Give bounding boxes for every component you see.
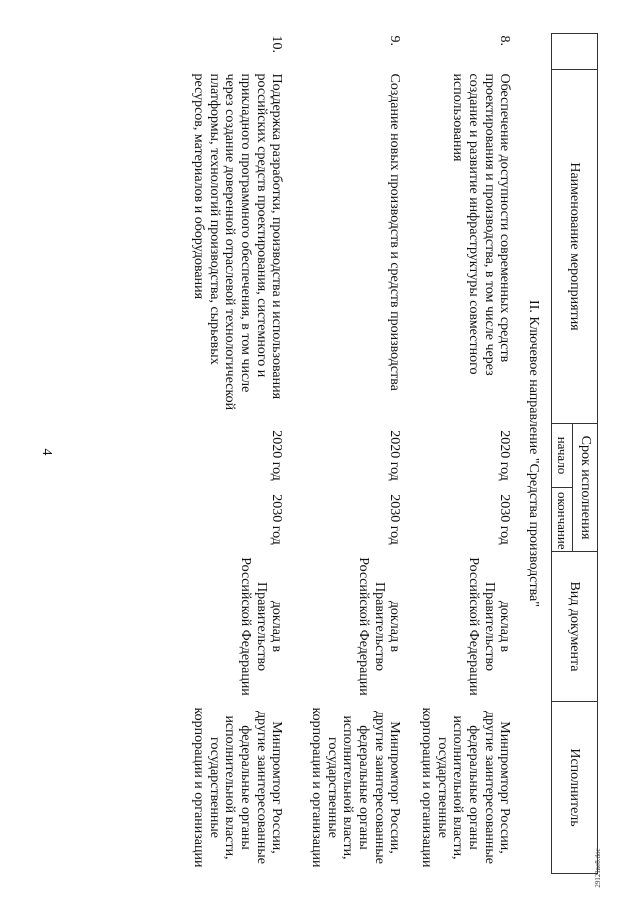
row-number: 10. <box>269 35 285 53</box>
header-executor: Исполнитель <box>552 702 598 874</box>
header-doc-type: Вид документа <box>552 552 598 702</box>
term-start: 2020 год <box>269 430 285 481</box>
header-end: окончание <box>552 488 573 552</box>
term-end: 2030 год <box>269 494 285 545</box>
page-number: 4 <box>39 448 54 456</box>
document-type: доклад в Правительство Российской Федерации <box>237 557 285 696</box>
row-number: 9. <box>387 35 403 46</box>
table-row <box>131 34 287 874</box>
table-row <box>287 34 405 874</box>
table-row <box>405 34 515 874</box>
term-end: 2030 год <box>387 494 403 545</box>
footer-file-code: 29121ве8.doc <box>594 848 602 888</box>
measures-table <box>131 33 598 874</box>
measure-name: Поддержка разработки, производства и использования российских средств проектирования, системного и прикладного программного обеспечения, в том числе через создание доверенной отраслевой технологической платформы, технологий производства, сырьевых ресурсов, материалов и оборудования <box>190 73 285 411</box>
header-number <box>552 34 598 70</box>
header-name: Наименование мероприятия <box>552 70 598 424</box>
header-term: Срок исполнения <box>573 424 598 552</box>
document-type: доклад в Правительство Российской Федерации <box>355 557 403 696</box>
executor: Минпромторг России, другие заинтересованные федеральные органы исполнительной власти, государственные корпорации и организации <box>418 707 513 868</box>
measure-name: Обеспечение доступности современных средств проектирования и производства, в том числе через создание и развитие инфраструктуры совместного использования <box>450 73 513 376</box>
term-start: 2020 год <box>387 430 403 481</box>
term-end: 2030 год <box>497 494 513 545</box>
table-header <box>552 34 598 874</box>
executor: Минпромторг России, другие заинтересованные федеральные органы исполнительной власти, государственные корпорации и организации <box>190 707 285 868</box>
rotated-document <box>68 33 598 873</box>
header-start: начало <box>552 424 573 488</box>
term-start: 2020 год <box>497 430 513 481</box>
row-number: 8. <box>497 35 513 46</box>
executor: Минпромторг России, другие заинтересованные федеральные органы исполнительной власти, государственные корпорации и организации <box>308 707 403 868</box>
measure-name: Создание новых производств и средств производства <box>387 73 403 391</box>
section-title: II. Ключевое направление "Средства производства" <box>526 300 541 607</box>
document-type: доклад в Правительство Российской Федерации <box>465 557 513 696</box>
